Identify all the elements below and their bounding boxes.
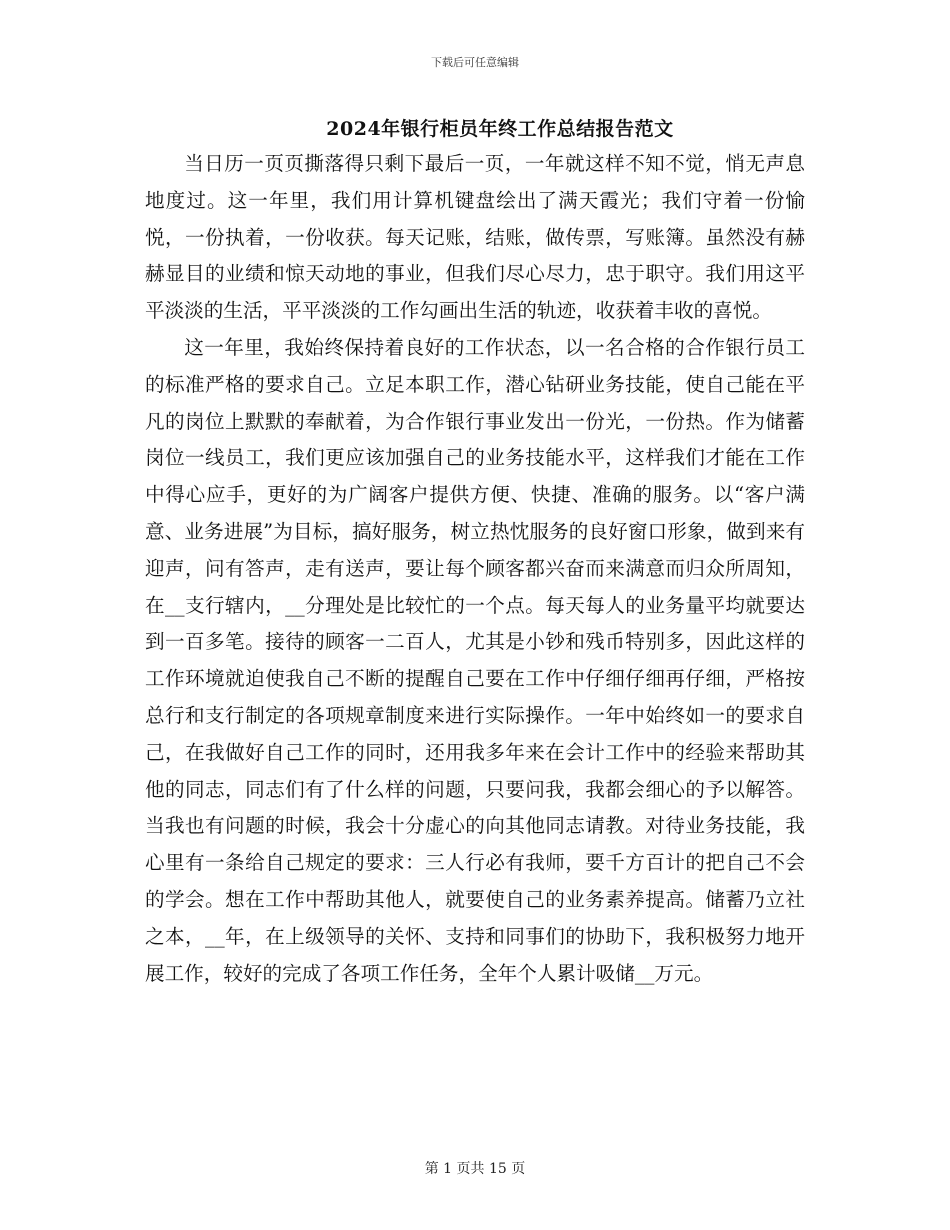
document-title: 2024年银行柜员年终工作总结报告范文 (326, 118, 674, 140)
paragraph-1: 当日历一页页撕落得只剩下最后一页，一年就这样不知不觉，悄无声息地度过。这一年里，我们用计算机键盘绘出了满天霞光；我们守着一份愉悦，一份执着，一份收获。每天记账，结账，做传票，写账簿。虽然没有赫赫显目的业绩和惊天动地的事业，但我们尽心尽力，忠于职守。我们用这平平淡淡的生活，平平淡淡的工作勾画出生活的轨迹，收获着丰收的喜悦。 (145, 152, 805, 323)
header-note: 下载后可任意编辑 (431, 56, 519, 69)
document-body (145, 146, 805, 992)
page-number: 第 1 页共 15 页 (424, 1161, 526, 1177)
paragraph-2: 这一年里，我始终保持着良好的工作状态，以一名合格的合作银行员工的标准严格的要求自己。立足本职工作，潜心钻研业务技能，使自己能在平凡的岗位上默默的奉献着，为合作银行事业发出一份光，一份热。作为储蓄岗位一线员工，我们更应该加强自己的业务技能水平，这样我们才能在工作中得心应手，更好的为广阔客户提供方便、快捷、准确的服务。以“客户满意、业务进展”为目标，搞好服务，树立热忱服务的良好窗口形象，做到来有迎声，问有答声，走有送声，要让每个顾客都兴奋而来满意而归众所周知，在__支行辖内，__分理处是比较忙的一个点。每天每人的业务量平均就要达到一百多笔。接待的顾客一二百人，尤其是小钞和残币特别多，因此这样的工作环境就迫使我自己不断的提醒自己要在工作中仔细仔细再仔细，严格按总行和支行制定的各项规章制度来进行实际操作。一年中始终如一的要求自己，在我做好自己工作的同时，还用我多年来在会计工作中的经验来帮助其他的同志，同志们有了什么样的问题，只要问我，我都会细心的予以解答。当我也有问题的时候，我会十分虚心的向其他同志请教。对待业务技能，我心里有一条给自己规定的要求：三人行必有我师，要千方百计的把自己不会的学会。想在工作中帮助其他人，就要使自己的业务素养提高。储蓄乃立社之本，__年，在上级领导的关怀、支持和同事们的协助下，我积极努力地开展工作，较好的完成了各项工作任务，全年个人累计吸储__万元。 (145, 335, 805, 985)
